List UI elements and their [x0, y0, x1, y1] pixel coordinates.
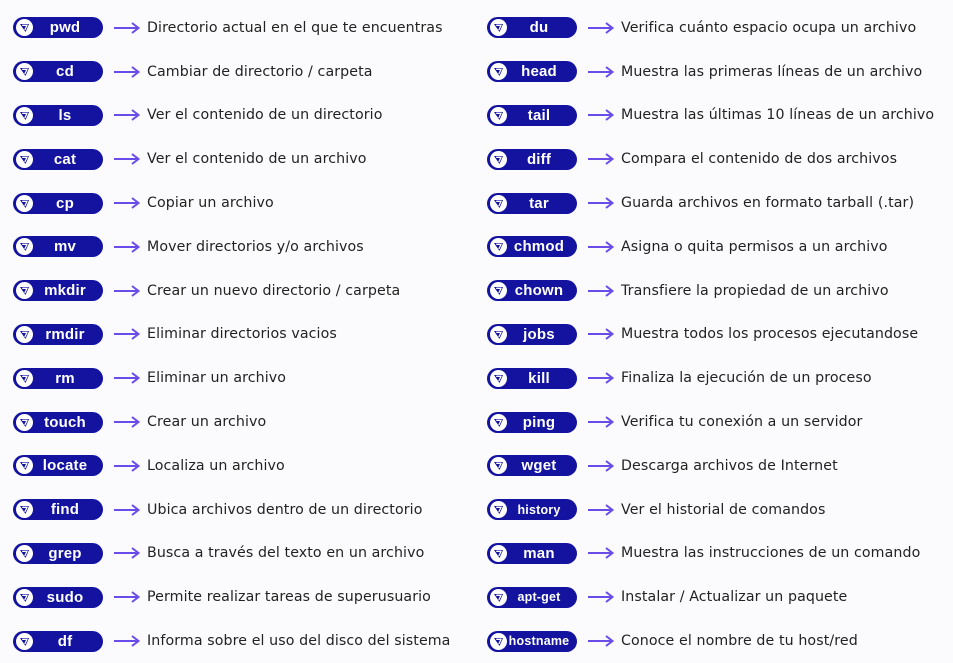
command-description: Permite realizar tareas de superusuario: [147, 589, 431, 606]
command-name: hostname: [508, 634, 570, 649]
arrow-right-icon: [587, 502, 615, 518]
command-pill: [13, 324, 103, 345]
command-row: [487, 50, 953, 94]
command-row: [13, 488, 483, 532]
terminal-badge-icon: [16, 326, 33, 343]
arrow-right-icon: [587, 20, 615, 36]
arrow-right-icon: [113, 370, 141, 386]
command-row: [487, 6, 953, 50]
command-row: [13, 137, 483, 181]
command-row: [13, 181, 483, 225]
command-description: Copiar un archivo: [147, 195, 274, 212]
command-row: [487, 137, 953, 181]
arrow-right-icon: [113, 589, 141, 605]
command-name: rmdir: [45, 325, 85, 343]
command-pill: [487, 499, 577, 520]
terminal-badge-icon: [16, 633, 33, 650]
command-pill: [13, 61, 103, 82]
command-description: Muestra todos los procesos ejecutandose: [621, 326, 919, 343]
command-name: find: [50, 501, 80, 519]
command-pill: [13, 105, 103, 126]
terminal-badge-icon: [490, 545, 507, 562]
command-description: Verifica cuánto espacio ocupa un archivo: [621, 19, 917, 36]
command-pill: [13, 412, 103, 433]
terminal-badge-icon: [16, 370, 33, 387]
arrow-right-icon: [113, 195, 141, 211]
command-description: Muestra las últimas 10 líneas de un archivo: [621, 107, 935, 124]
command-row: [13, 532, 483, 576]
command-row: [13, 50, 483, 94]
command-row: [487, 356, 953, 400]
terminal-badge-icon: [490, 19, 507, 36]
command-row: [487, 444, 953, 488]
command-name: diff: [526, 150, 552, 168]
command-row: [487, 94, 953, 138]
arrow-right-icon: [587, 64, 615, 80]
command-description: Guarda archivos en formato tarball (.tar): [621, 195, 915, 212]
command-name: mkdir: [44, 282, 86, 300]
command-pill: [487, 587, 577, 608]
command-name: locate: [42, 457, 88, 475]
command-row: [13, 94, 483, 138]
command-name: chown: [514, 282, 564, 300]
command-row: [487, 269, 953, 313]
command-row: [487, 181, 953, 225]
terminal-badge-icon: [490, 282, 507, 299]
command-row: [13, 313, 483, 357]
arrow-right-icon: [587, 545, 615, 561]
command-pill: [13, 455, 103, 476]
command-name: tail: [527, 106, 551, 124]
arrow-right-icon: [587, 239, 615, 255]
command-row: [487, 400, 953, 444]
command-pill: [13, 368, 103, 389]
arrow-right-icon: [587, 326, 615, 342]
command-description: Localiza un archivo: [147, 457, 285, 474]
command-description: Crear un archivo: [147, 414, 267, 431]
command-pill: [487, 324, 577, 345]
command-name: history: [517, 502, 561, 517]
terminal-badge-icon: [490, 238, 507, 255]
terminal-badge-icon: [490, 107, 507, 124]
command-pill: [13, 499, 103, 520]
command-pill: [487, 368, 577, 389]
command-name: df: [57, 632, 73, 650]
arrow-right-icon: [587, 370, 615, 386]
command-description: Instalar / Actualizar un paquete: [621, 589, 848, 606]
arrow-right-icon: [587, 589, 615, 605]
command-row: [487, 575, 953, 619]
terminal-badge-icon: [490, 414, 507, 431]
command-row: [487, 532, 953, 576]
terminal-badge-icon: [16, 238, 33, 255]
command-pill: [487, 455, 577, 476]
arrow-right-icon: [113, 20, 141, 36]
terminal-badge-icon: [16, 107, 33, 124]
command-pill: [487, 631, 577, 652]
command-name: chmod: [513, 238, 565, 256]
command-row: [487, 619, 953, 663]
command-description: Transfiere la propiedad de un archivo: [621, 282, 889, 299]
command-description: Crear un nuevo directorio / carpeta: [147, 282, 401, 299]
arrow-right-icon: [113, 239, 141, 255]
arrow-right-icon: [113, 64, 141, 80]
command-pill: [487, 61, 577, 82]
terminal-badge-icon: [490, 195, 507, 212]
command-pill: [487, 543, 577, 564]
command-description: Muestra las instrucciones de un comando: [621, 545, 921, 562]
command-row: [487, 225, 953, 269]
arrow-right-icon: [113, 633, 141, 649]
command-description: Directorio actual en el que te encuentras: [147, 19, 443, 36]
command-description: Muestra las primeras líneas de un archivo: [621, 63, 923, 80]
command-description: Eliminar directorios vacios: [147, 326, 337, 343]
command-name: du: [529, 19, 549, 37]
command-name: ls: [58, 106, 72, 124]
terminal-badge-icon: [490, 633, 507, 650]
right-command-column: [487, 6, 953, 663]
command-name: grep: [48, 544, 82, 562]
terminal-badge-icon: [16, 589, 33, 606]
command-description: Conoce el nombre de tu host/red: [621, 633, 858, 650]
command-name: cd: [56, 63, 74, 81]
terminal-badge-icon: [16, 19, 33, 36]
command-pill: [487, 149, 577, 170]
terminal-badge-icon: [490, 501, 507, 518]
arrow-right-icon: [113, 458, 141, 474]
arrow-right-icon: [587, 151, 615, 167]
command-description: Eliminar un archivo: [147, 370, 287, 387]
command-name: kill: [528, 369, 550, 387]
command-description: Descarga archivos de Internet: [621, 457, 838, 474]
terminal-badge-icon: [16, 457, 33, 474]
command-name: rm: [55, 369, 75, 387]
command-name: ping: [522, 413, 556, 431]
command-name: head: [521, 63, 557, 81]
arrow-right-icon: [587, 633, 615, 649]
command-row: [487, 313, 953, 357]
command-description: Verifica tu conexión a un servidor: [621, 414, 863, 431]
terminal-badge-icon: [16, 545, 33, 562]
command-description: Busca a través del texto en un archivo: [147, 545, 425, 562]
command-name: mv: [53, 238, 77, 256]
command-name: man: [523, 544, 555, 562]
arrow-right-icon: [113, 545, 141, 561]
command-description: Mover directorios y/o archivos: [147, 238, 364, 255]
command-row: [487, 488, 953, 532]
terminal-badge-icon: [16, 501, 33, 518]
command-pill: [13, 587, 103, 608]
arrow-right-icon: [113, 283, 141, 299]
command-name: apt-get: [517, 590, 561, 605]
command-pill: [13, 149, 103, 170]
command-row: [13, 6, 483, 50]
command-description: Asigna o quita permisos a un archivo: [621, 238, 888, 255]
command-description: Finaliza la ejecución de un proceso: [621, 370, 872, 387]
command-row: [13, 400, 483, 444]
command-pill: [13, 543, 103, 564]
command-row: [13, 619, 483, 663]
left-command-column: [13, 6, 483, 663]
arrow-right-icon: [113, 151, 141, 167]
arrow-right-icon: [587, 195, 615, 211]
command-row: [13, 575, 483, 619]
arrow-right-icon: [113, 414, 141, 430]
command-row: [13, 356, 483, 400]
command-description: Ubica archivos dentro de un directorio: [147, 501, 423, 518]
command-name: tar: [529, 194, 549, 212]
terminal-badge-icon: [490, 370, 507, 387]
terminal-badge-icon: [490, 589, 507, 606]
command-name: jobs: [523, 325, 555, 343]
terminal-badge-icon: [16, 414, 33, 431]
arrow-right-icon: [587, 458, 615, 474]
command-pill: [487, 412, 577, 433]
command-pill: [13, 17, 103, 38]
terminal-badge-icon: [490, 326, 507, 343]
command-pill: [487, 193, 577, 214]
command-pill: [13, 631, 103, 652]
arrow-right-icon: [587, 107, 615, 123]
command-description: Ver el contenido de un archivo: [147, 151, 367, 168]
command-description: Ver el contenido de un directorio: [147, 107, 383, 124]
command-name: cp: [56, 194, 74, 212]
command-description: Ver el historial de comandos: [621, 501, 826, 518]
command-name: touch: [44, 413, 86, 431]
command-description: Compara el contenido de dos archivos: [621, 151, 898, 168]
command-name: cat: [53, 150, 77, 168]
terminal-badge-icon: [16, 282, 33, 299]
terminal-badge-icon: [16, 195, 33, 212]
terminal-badge-icon: [490, 63, 507, 80]
terminal-badge-icon: [16, 63, 33, 80]
command-pill: [13, 280, 103, 301]
command-pill: [13, 193, 103, 214]
command-description: Informa sobre el uso del disco del sistema: [147, 633, 451, 650]
command-row: [13, 269, 483, 313]
command-pill: [487, 236, 577, 257]
command-row: [13, 225, 483, 269]
command-pill: [487, 280, 577, 301]
terminal-badge-icon: [16, 151, 33, 168]
terminal-badge-icon: [490, 151, 507, 168]
command-row: [13, 444, 483, 488]
command-name: pwd: [49, 19, 81, 37]
command-name: sudo: [46, 588, 84, 606]
command-pill: [487, 105, 577, 126]
arrow-right-icon: [113, 107, 141, 123]
command-description: Cambiar de directorio / carpeta: [147, 63, 373, 80]
arrow-right-icon: [113, 502, 141, 518]
command-name: wget: [521, 457, 557, 475]
arrow-right-icon: [587, 414, 615, 430]
command-pill: [13, 236, 103, 257]
arrow-right-icon: [113, 326, 141, 342]
terminal-badge-icon: [490, 457, 507, 474]
arrow-right-icon: [587, 283, 615, 299]
command-pill: [487, 17, 577, 38]
